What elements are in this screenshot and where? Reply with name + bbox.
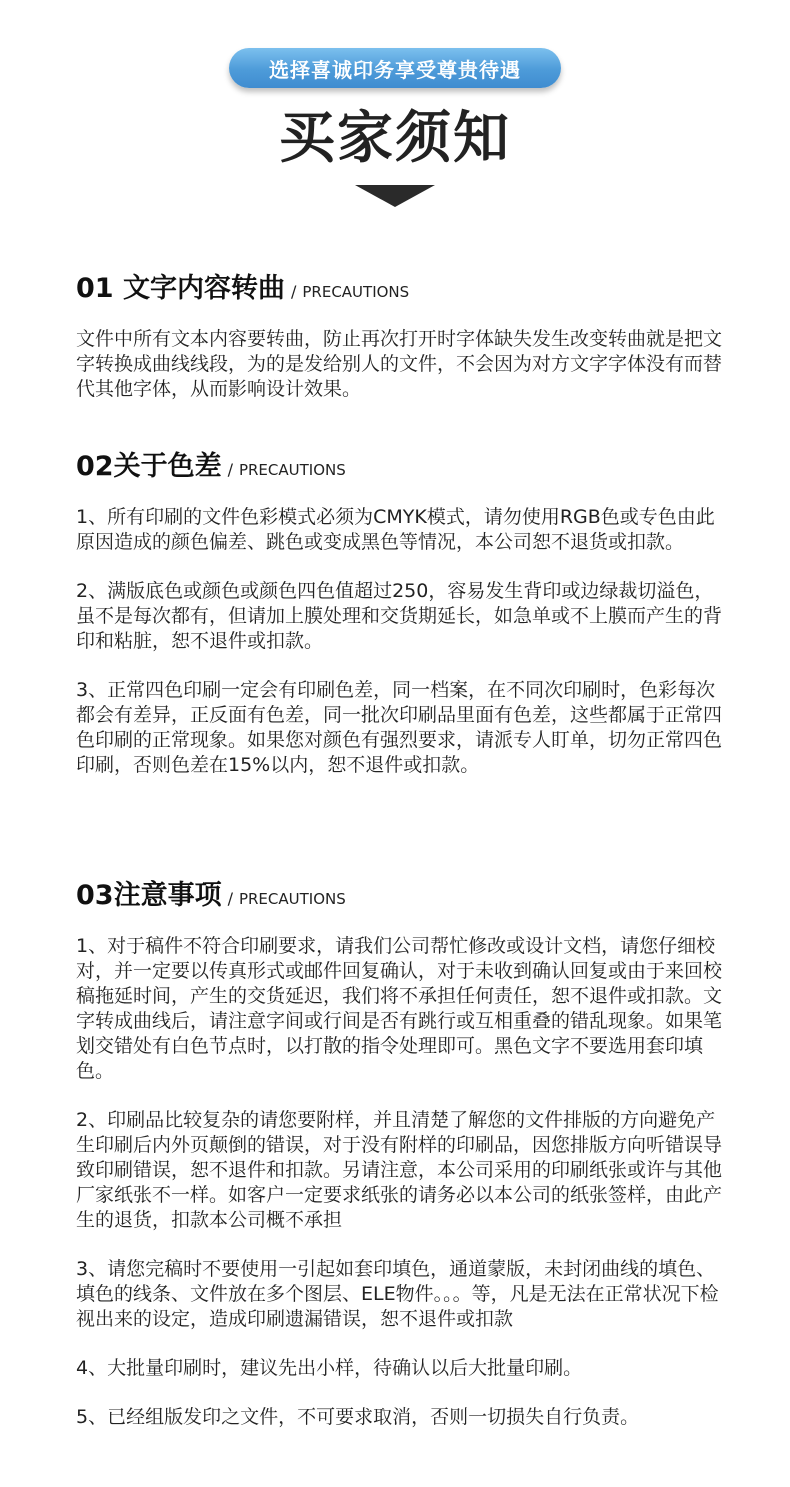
section-paragraph: 2、印刷品比较复杂的请您要附样，并且清楚了解您的文件排版的方向避免产生印刷后内外页颠倒的错误，对于没有附样的印刷品，因您排版方向听错误导致印刷错误，恕不退件和扣款。另请注意，本公司采用的印刷纸张或许与其他厂家纸张不一样。如客户一定要求纸张的请务必以本公司的纸张签样，由此产生的退货，扣款本公司概不承担 bbox=[76, 1109, 723, 1231]
section-heading bbox=[76, 873, 726, 912]
header-banner bbox=[229, 48, 561, 88]
section-title: 01 文字内容转曲 bbox=[76, 273, 285, 304]
section-heading bbox=[76, 444, 726, 483]
section-paragraph: 5、已经组版发印之文件，不可要求取消，否则一切损失自行负责。 bbox=[76, 1406, 640, 1428]
section-title: 03注意事项 bbox=[76, 880, 222, 911]
section-text-outline bbox=[76, 266, 726, 402]
section-color-difference bbox=[76, 444, 726, 778]
section-paragraph: 3、正常四色印刷一定会有印刷色差，同一档案，在不同次印刷时，色彩每次都会有差异，正反面有色差，同一批次印刷品里面有色差，这些都属于正常四色印刷的正常现象。如果您对颜色有强烈要求，请派专人盯单，切勿正常四色印刷，否则色差在15%以内，恕不退件或扣款。 bbox=[76, 679, 723, 776]
section-separator: / bbox=[290, 282, 297, 301]
section-paragraph: 1、所有印刷的文件色彩模式必须为CMYK模式，请勿使用RGB色或专色由此原因造成的颜色偏差、跳色或变成黑色等情况，本公司恕不退货或扣款。 bbox=[76, 506, 715, 553]
section-heading bbox=[76, 266, 726, 305]
section-title: 02关于色差 bbox=[76, 451, 222, 482]
section-subtitle: PRECAUTIONS bbox=[238, 461, 346, 479]
banner-text: 选择喜诚印务享受尊贵待遇 bbox=[269, 57, 521, 82]
section-separator: / bbox=[227, 889, 233, 908]
section-subtitle: PRECAUTIONS bbox=[238, 890, 346, 908]
section-paragraph: 3、请您完稿时不要使用一引起如套印填色，通道蒙版，未封闭曲线的填色、填色的线条、文件放在多个图层、ELE物件。。。等，凡是无法在正常状况下检视出来的设定，造成印刷遗漏错误，恕不退件或扣款 bbox=[76, 1258, 719, 1330]
section-paragraph: 1、对于稿件不符合印刷要求，请我们公司帮忙修改或设计文档，请您仔细校对，并一定要以传真形式或邮件回复确认，对于未收到确认回复或由于来回校稿拖延时间，产生的交货延迟，我们将不承担任何责任，恕不退件或扣款。文字转成曲线后，请注意字间或行间是否有跳行或互相重叠的错乱现象。如果笔划交错处有白色节点时，以打散的指令处理即可。黑色文字不要选用套印填色。 bbox=[76, 935, 723, 1082]
section-notes bbox=[76, 873, 726, 1430]
section-paragraph: 4、大批量印刷时，建议先出小样，待确认以后大批量印刷。 bbox=[76, 1357, 583, 1379]
down-arrow-icon bbox=[355, 185, 435, 207]
section-separator: / bbox=[227, 460, 233, 479]
section-paragraph: 文件中所有文本内容要转曲，防止再次打开时字体缺失发生改变转曲就是把文字转换成曲线线段，为的是发给别人的文件，不会因为对方文字字体没有而替代其他字体，从而影响设计效果。 bbox=[76, 328, 723, 400]
section-subtitle: PRECAUTIONS bbox=[302, 283, 410, 301]
section-paragraph: 2、满版底色或颜色或颜色四色值超过250，容易发生背印或边绿裁切溢色，虽不是每次都有，但请加上膜处理和交货期延长，如急单或不上膜而产生的背印和粘脏，恕不退件或扣款。 bbox=[76, 580, 723, 652]
page-title: 买家须知 bbox=[279, 106, 511, 171]
